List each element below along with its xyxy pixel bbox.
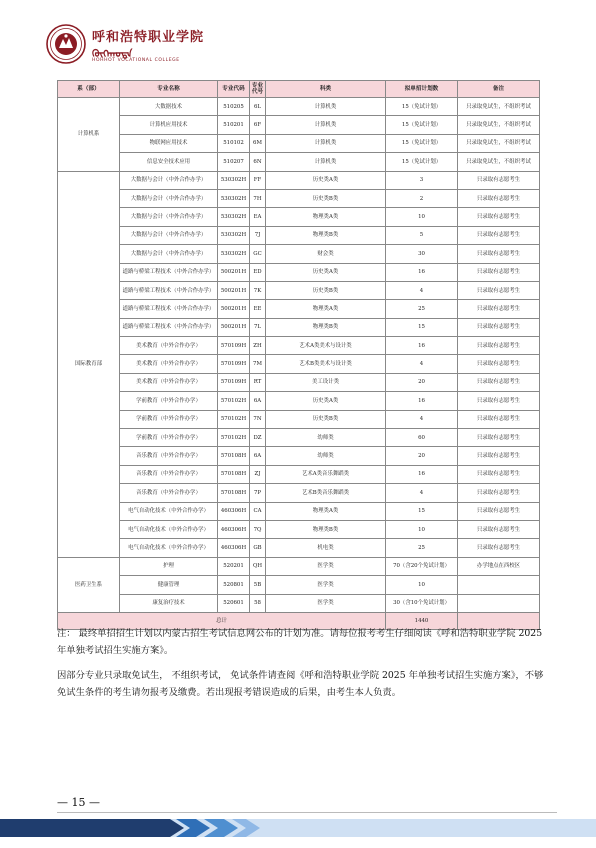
plan-count-cell: 15（免试计划） <box>386 134 458 152</box>
table-row <box>58 98 540 116</box>
table-row <box>58 171 540 189</box>
category-cell: 艺术B类音乐舞蹈类 <box>266 484 386 502</box>
table-row <box>58 153 540 171</box>
remark-cell: 只录取有志愿考生 <box>458 520 540 538</box>
major-name-cell: 电气自动化技术（中外合作办学） <box>120 520 218 538</box>
major-code-cell: 510102 <box>218 134 250 152</box>
category-cell: 历史类B类 <box>266 189 386 207</box>
category-cell: 医学类 <box>266 557 386 575</box>
table-header-row <box>58 81 540 98</box>
major-name-cell: 电气自动化技术（中外合作办学） <box>120 502 218 520</box>
major-code-cell: 570108H <box>218 447 250 465</box>
major-tag-cell: 7Q <box>250 520 266 538</box>
major-tag-cell: 6A <box>250 392 266 410</box>
major-code-cell: 530302H <box>218 171 250 189</box>
department-cell: 国际教育部 <box>58 171 120 557</box>
category-cell: 医学类 <box>266 594 386 612</box>
plan-count-cell: 16 <box>386 263 458 281</box>
table-row <box>58 134 540 152</box>
table-row <box>58 300 540 318</box>
table-row <box>58 465 540 483</box>
major-code-cell: 510201 <box>218 116 250 134</box>
major-code-cell: 570102H <box>218 392 250 410</box>
footer-divider <box>57 812 557 813</box>
category-cell: 历史类A类 <box>266 392 386 410</box>
major-name-cell: 大数据与会计（中外合作办学） <box>120 245 218 263</box>
major-name-cell: 大数据与会计（中外合作办学） <box>120 208 218 226</box>
major-tag-cell: ZH <box>250 337 266 355</box>
remark-cell: 只录取有志愿考生 <box>458 429 540 447</box>
school-name-mongolian: ᠬᠥᠬᠡᠬᠣᠲᠠ <box>92 49 133 60</box>
category-cell: 美工设计类 <box>266 373 386 391</box>
major-code-cell: 570102H <box>218 429 250 447</box>
category-cell: 计算机类 <box>266 153 386 171</box>
category-cell: 计算机类 <box>266 134 386 152</box>
plan-count-cell: 25 <box>386 539 458 557</box>
column-header: 系（部） <box>58 81 120 98</box>
major-tag-cell: 7K <box>250 281 266 299</box>
major-code-cell: 510205 <box>218 98 250 116</box>
plan-count-cell: 10 <box>386 208 458 226</box>
table-row <box>58 263 540 281</box>
major-tag-cell: 7H <box>250 189 266 207</box>
column-header: 专业代号 <box>250 81 266 98</box>
major-tag-cell: ZJ <box>250 465 266 483</box>
remark-cell: 只录取有志愿考生 <box>458 281 540 299</box>
major-code-cell: 570108H <box>218 484 250 502</box>
major-tag-cell: QH <box>250 557 266 575</box>
major-code-cell: 500201H <box>218 318 250 336</box>
remark-cell: 只录取有志愿考生 <box>458 263 540 281</box>
category-cell: 艺术B类美术与设计类 <box>266 355 386 373</box>
plan-count-cell: 15 <box>386 318 458 336</box>
major-code-cell: 500201H <box>218 263 250 281</box>
remark-cell: 只录取免试生，不组织考试 <box>458 153 540 171</box>
major-tag-cell: 6N <box>250 153 266 171</box>
major-name-cell: 信息安全技术应用 <box>120 153 218 171</box>
plan-count-cell: 25 <box>386 300 458 318</box>
major-code-cell: 530302H <box>218 189 250 207</box>
major-name-cell: 音乐教育（中外合作办学） <box>120 484 218 502</box>
major-code-cell: 460306H <box>218 539 250 557</box>
remark-cell: 只录取有志愿考生 <box>458 208 540 226</box>
major-name-cell: 道路与桥梁工程技术（中外合作办学） <box>120 281 218 299</box>
table-row <box>58 410 540 428</box>
page-header <box>40 20 300 70</box>
category-cell: 物理类B类 <box>266 520 386 538</box>
category-cell: 历史类A类 <box>266 263 386 281</box>
category-cell: 计算机类 <box>266 116 386 134</box>
major-code-cell: 520801 <box>218 576 250 594</box>
major-name-cell: 学前教育（中外合作办学） <box>120 429 218 447</box>
table-row <box>58 337 540 355</box>
plan-count-cell: 20 <box>386 447 458 465</box>
remark-cell: 只录取有志愿考生 <box>458 502 540 520</box>
table-row <box>58 281 540 299</box>
remark-cell: 办学地点在西校区 <box>458 557 540 575</box>
remark-cell: 只录取有志愿考生 <box>458 245 540 263</box>
major-name-cell: 大数据与会计（中外合作办学） <box>120 189 218 207</box>
plan-count-cell: 15（免试计划） <box>386 116 458 134</box>
major-code-cell: 570109H <box>218 373 250 391</box>
major-name-cell: 电气自动化技术（中外合作办学） <box>120 539 218 557</box>
remark-cell: 只录取免试生，不组织考试 <box>458 98 540 116</box>
plan-count-cell: 30（含10个免试计划） <box>386 594 458 612</box>
note-exemption: 因部分专业只录取免试生， 不组织考试， 免试条件请查阅《呼和浩特职业学院 2025 年单独考试招生实施方案》，不够免试生条件的考生请勿报考及缴费。若出现报考错误造成的后果，由考生本人负责。 <box>57 670 544 698</box>
remark-cell: 只录取免试生，不组织考试 <box>458 116 540 134</box>
remark-cell <box>458 594 540 612</box>
category-cell: 机电类 <box>266 539 386 557</box>
plan-count-cell: 15（免试计划） <box>386 153 458 171</box>
remark-cell: 只录取有志愿考生 <box>458 171 540 189</box>
table-row <box>58 226 540 244</box>
plan-count-cell: 16 <box>386 337 458 355</box>
major-name-cell: 大数据与会计（中外合作办学） <box>120 226 218 244</box>
major-tag-cell: 7L <box>250 318 266 336</box>
remark-cell: 只录取有志愿考生 <box>458 337 540 355</box>
table-row <box>58 594 540 612</box>
category-cell: 历史类B类 <box>266 410 386 428</box>
major-tag-cell: 58 <box>250 594 266 612</box>
major-name-cell: 美术教育（中外合作办学） <box>120 337 218 355</box>
remark-cell: 只录取有志愿考生 <box>458 355 540 373</box>
plan-count-cell: 4 <box>386 281 458 299</box>
major-name-cell: 学前教育（中外合作办学） <box>120 410 218 428</box>
remark-cell: 只录取有志愿考生 <box>458 189 540 207</box>
school-name-chinese: 呼和浩特职业学院 <box>92 30 205 45</box>
plan-count-cell: 60 <box>386 429 458 447</box>
major-tag-cell: RT <box>250 373 266 391</box>
page-number: — 15 — <box>57 796 100 809</box>
plan-count-cell: 70（含20个免试计划） <box>386 557 458 575</box>
major-code-cell: 460306H <box>218 520 250 538</box>
table-row <box>58 502 540 520</box>
major-tag-cell: EA <box>250 208 266 226</box>
column-header: 拟单招计划数 <box>386 81 458 98</box>
table-row <box>58 392 540 410</box>
school-name-english: HOHHOT VOCATIONAL COLLEGE <box>92 58 180 63</box>
category-cell: 物理类A类 <box>266 208 386 226</box>
plan-count-cell: 16 <box>386 465 458 483</box>
plan-count-cell: 15 <box>386 502 458 520</box>
total-value: 1440 <box>386 612 458 629</box>
plan-count-cell: 3 <box>386 171 458 189</box>
table-row <box>58 318 540 336</box>
major-code-cell: 570109H <box>218 355 250 373</box>
category-cell: 物理类A类 <box>266 502 386 520</box>
major-name-cell: 道路与桥梁工程技术（中外合作办学） <box>120 263 218 281</box>
remark-cell: 只录取有志愿考生 <box>458 539 540 557</box>
major-name-cell: 计算机应用技术 <box>120 116 218 134</box>
major-name-cell: 道路与桥梁工程技术（中外合作办学） <box>120 318 218 336</box>
plan-count-cell: 10 <box>386 520 458 538</box>
category-cell: 物理类B类 <box>266 318 386 336</box>
major-name-cell: 学前教育（中外合作办学） <box>120 392 218 410</box>
remark-cell: 只录取有志愿考生 <box>458 392 540 410</box>
major-tag-cell: 5B <box>250 576 266 594</box>
category-cell: 历史类B类 <box>266 281 386 299</box>
category-cell: 物理类B类 <box>266 226 386 244</box>
major-code-cell: 570109H <box>218 337 250 355</box>
table-row <box>58 189 540 207</box>
major-tag-cell: EE <box>250 300 266 318</box>
major-code-cell: 500201H <box>218 281 250 299</box>
footer-chevron-bar <box>0 815 596 841</box>
plan-count-cell: 10 <box>386 576 458 594</box>
table-row <box>58 373 540 391</box>
table-row <box>58 520 540 538</box>
plan-count-cell: 16 <box>386 392 458 410</box>
major-tag-cell: CA <box>250 502 266 520</box>
major-tag-cell: GB <box>250 539 266 557</box>
major-name-cell: 物联网应用技术 <box>120 134 218 152</box>
major-tag-cell: DZ <box>250 429 266 447</box>
column-header: 专业代码 <box>218 81 250 98</box>
remark-cell: 只录取有志愿考生 <box>458 465 540 483</box>
major-name-cell: 健康管理 <box>120 576 218 594</box>
major-tag-cell: 6F <box>250 116 266 134</box>
table-row <box>58 447 540 465</box>
plan-count-cell: 5 <box>386 226 458 244</box>
table-row <box>58 208 540 226</box>
department-cell: 计算机系 <box>58 98 120 172</box>
major-tag-cell: 6A <box>250 447 266 465</box>
remark-cell: 只录取有志愿考生 <box>458 484 540 502</box>
major-code-cell: 500201H <box>218 300 250 318</box>
table-row <box>58 557 540 575</box>
major-tag-cell: 6L <box>250 98 266 116</box>
table-row <box>58 116 540 134</box>
category-cell: 历史类A类 <box>266 171 386 189</box>
category-cell: 财会类 <box>266 245 386 263</box>
remark-cell: 只录取免试生，不组织考试 <box>458 134 540 152</box>
major-tag-cell: 7J <box>250 226 266 244</box>
table-row <box>58 539 540 557</box>
major-name-cell: 音乐教育（中外合作办学） <box>120 447 218 465</box>
remark-cell: 只录取有志愿考生 <box>458 318 540 336</box>
major-code-cell: 570108H <box>218 465 250 483</box>
plan-count-cell: 2 <box>386 189 458 207</box>
major-name-cell: 道路与桥梁工程技术（中外合作办学） <box>120 300 218 318</box>
remark-cell: 只录取有志愿考生 <box>458 300 540 318</box>
major-name-cell: 美术教育（中外合作办学） <box>120 373 218 391</box>
table-row <box>58 245 540 263</box>
plan-count-cell: 4 <box>386 355 458 373</box>
remark-cell: 只录取有志愿考生 <box>458 410 540 428</box>
major-code-cell: 530302H <box>218 208 250 226</box>
major-name-cell: 音乐教育（中外合作办学） <box>120 465 218 483</box>
major-code-cell: 520201 <box>218 557 250 575</box>
column-header: 备注 <box>458 81 540 98</box>
major-tag-cell: FF <box>250 171 266 189</box>
plan-count-cell: 4 <box>386 484 458 502</box>
table-row <box>58 576 540 594</box>
major-name-cell: 大数据与会计（中外合作办学） <box>120 171 218 189</box>
major-tag-cell: 6M <box>250 134 266 152</box>
note-plan-basis: 注： 最终单招招生计划以内蒙古招生考试信息网公布的计划为准。请每位报考考生仔细阅读《呼和浩特职业学院 2025 年单独考试招生实施方案》。 <box>57 628 543 656</box>
major-code-cell: 460306H <box>218 502 250 520</box>
category-cell: 艺术A类音乐舞蹈类 <box>266 465 386 483</box>
major-code-cell: 520601 <box>218 594 250 612</box>
major-tag-cell: 7M <box>250 355 266 373</box>
column-header: 科类 <box>266 81 386 98</box>
table-row <box>58 429 540 447</box>
category-cell: 幼师类 <box>266 429 386 447</box>
enrollment-plan-table <box>57 80 540 630</box>
major-tag-cell: ED <box>250 263 266 281</box>
plan-count-cell: 30 <box>386 245 458 263</box>
category-cell: 计算机类 <box>266 98 386 116</box>
major-code-cell: 510207 <box>218 153 250 171</box>
major-name-cell: 美术教育（中外合作办学） <box>120 355 218 373</box>
remark-cell: 只录取有志愿考生 <box>458 447 540 465</box>
category-cell: 医学类 <box>266 576 386 594</box>
table-row <box>58 484 540 502</box>
category-cell: 物理类A类 <box>266 300 386 318</box>
total-label: 总计 <box>58 612 386 629</box>
remark-cell: 只录取有志愿考生 <box>458 373 540 391</box>
major-name-cell: 康复治疗技术 <box>120 594 218 612</box>
plan-count-cell: 20 <box>386 373 458 391</box>
major-tag-cell: 7P <box>250 484 266 502</box>
major-tag-cell: 7N <box>250 410 266 428</box>
major-tag-cell: GC <box>250 245 266 263</box>
category-cell: 艺术A类美术与设计类 <box>266 337 386 355</box>
school-logo-icon <box>46 24 86 64</box>
major-code-cell: 570102H <box>218 410 250 428</box>
major-code-cell: 530302H <box>218 245 250 263</box>
remark-cell <box>458 576 540 594</box>
major-name-cell: 大数据技术 <box>120 98 218 116</box>
department-cell: 医药卫生系 <box>58 557 120 612</box>
table-row <box>58 355 540 373</box>
major-code-cell: 530302H <box>218 226 250 244</box>
major-name-cell: 护理 <box>120 557 218 575</box>
plan-count-cell: 4 <box>386 410 458 428</box>
column-header: 专业名称 <box>120 81 218 98</box>
plan-count-cell: 15（免试计划） <box>386 98 458 116</box>
category-cell: 幼师类 <box>266 447 386 465</box>
remark-cell: 只录取有志愿考生 <box>458 226 540 244</box>
